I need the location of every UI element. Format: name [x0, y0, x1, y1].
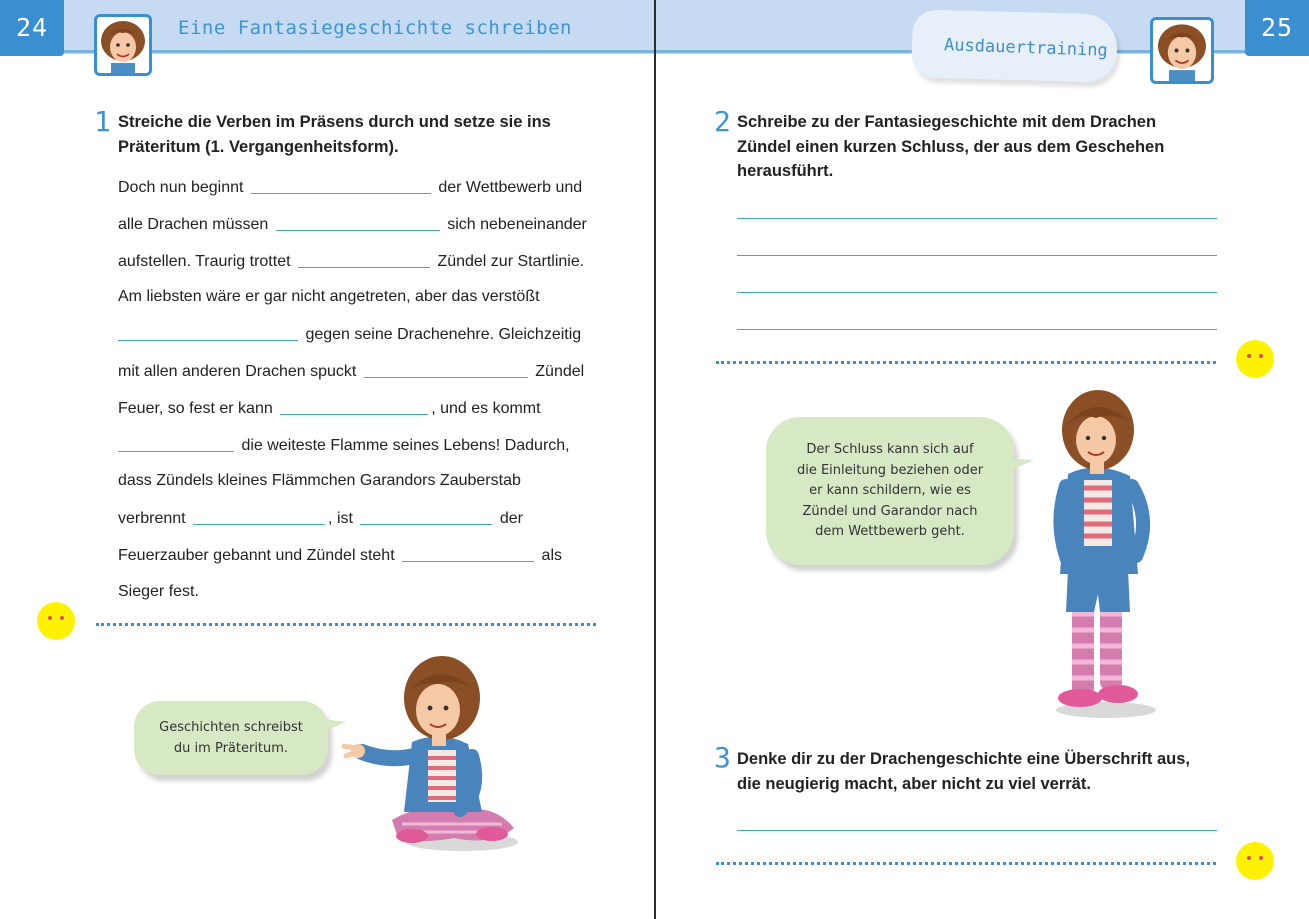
- task-number-3: 3: [714, 741, 731, 774]
- answer-blank[interactable]: [193, 502, 325, 525]
- smiley-icon: [1235, 841, 1275, 881]
- cloze-text: [118, 171, 598, 613]
- cloze-line: [118, 465, 598, 502]
- cloze-line: [118, 208, 598, 245]
- speech-text: [136, 718, 326, 759]
- cloze-text-segment: sich nebeneinander: [447, 215, 587, 233]
- task1-instruction: [118, 110, 598, 159]
- cloze-text-segment: , ist: [328, 510, 353, 528]
- cloze-text-segment: Am liebsten wäre er gar nicht angetreten, aber das verstößt: [118, 288, 540, 306]
- answer-blank[interactable]: [298, 245, 430, 268]
- cloze-text-segment: , und es kommt: [431, 399, 541, 417]
- page-number-left: 24: [0, 0, 64, 56]
- cloze-text-segment: die weiteste Flamme seines Lebens! Dadurch,: [241, 436, 570, 454]
- answer-blank[interactable]: [360, 502, 492, 525]
- cloze-text-segment: gegen seine Drachenehre. Gleichzeitig: [305, 326, 582, 344]
- cloze-line: [118, 392, 598, 429]
- task1-instruction-line: Präteritum (1. Vergangenheitsform).: [118, 137, 399, 156]
- cloze-text-segment: der Wettbewerb und: [438, 179, 583, 196]
- answer-blank[interactable]: [280, 392, 428, 415]
- task3-instruction-line: die neugierig macht, aber nicht zu viel verrät.: [737, 774, 1091, 793]
- cloze-text-segment: Feuer, so fest er kann: [118, 399, 273, 417]
- writing-line[interactable]: [737, 255, 1217, 256]
- task3-instruction: [737, 747, 1237, 796]
- writing-line[interactable]: [737, 830, 1217, 831]
- cloze-text-segment: als: [541, 546, 562, 564]
- speech-text-line: du im Präteritum.: [173, 740, 289, 756]
- task-number-1: 1: [94, 105, 111, 138]
- cloze-line: [118, 429, 598, 466]
- smiley-icon: [1235, 339, 1275, 379]
- speech-text-line: dem Wettbewerb geht.: [815, 524, 965, 539]
- cloze-text-segment: verbrennt: [118, 510, 186, 528]
- writing-line[interactable]: [737, 218, 1217, 219]
- cloze-text-segment: dass Zündels kleines Flämmchen Garandors Zauberstab: [118, 472, 521, 490]
- speech-text: [770, 440, 1010, 543]
- left-page: [0, 0, 654, 919]
- banner-title: Ausdauertraining: [943, 35, 1109, 61]
- speech-text-line: Geschichten schreibst: [159, 720, 303, 735]
- sitting-girl-illustration: [342, 652, 524, 854]
- answer-blank[interactable]: [251, 171, 431, 194]
- page-number-right: 25: [1245, 0, 1309, 56]
- answer-blank[interactable]: [402, 539, 534, 562]
- cloze-line: [118, 245, 598, 282]
- smiley-icon: [36, 601, 76, 641]
- task-number-2: 2: [714, 105, 731, 138]
- answer-blank[interactable]: [364, 355, 528, 378]
- standing-girl-illustration: [1038, 390, 1158, 720]
- page-title: Eine Fantasiegeschichte schreiben: [178, 17, 572, 39]
- task2-instruction-line: Schreibe zu der Fantasiegeschichte mit dem Drachen: [737, 113, 1157, 131]
- task2-instruction: [737, 110, 1237, 184]
- cloze-line: [118, 539, 598, 576]
- task3-instruction-line: Denke dir zu der Drachengeschichte eine Überschrift aus,: [737, 750, 1190, 768]
- speech-text-line: die Einleitung beziehen oder: [796, 462, 984, 478]
- cloze-line: [118, 171, 598, 208]
- cloze-text-segment: Zündel zur Startlinie.: [437, 252, 585, 270]
- cloze-text-segment: Doch nun beginnt: [118, 179, 244, 196]
- dotted-divider: [716, 862, 1216, 865]
- cloze-line: [118, 576, 598, 613]
- cloze-text-segment: der: [499, 510, 523, 528]
- speech-text-line: Zündel und Garandor nach: [802, 503, 978, 519]
- cloze-text-segment: Feuerzauber gebannt und Zündel steht: [118, 546, 395, 564]
- task2-instruction-line: herausführt.: [737, 162, 834, 180]
- answer-blank[interactable]: [276, 208, 440, 231]
- speech-text-line: er kann schildern, wie es: [809, 483, 971, 498]
- dotted-divider: [96, 623, 596, 626]
- speech-bubble-tail: [1006, 454, 1036, 474]
- right-page: [656, 0, 1309, 919]
- cloze-text-segment: aufstellen. Traurig trottet: [118, 252, 291, 270]
- task2-instruction-line: Zündel einen kurzen Schluss, der aus dem Geschehen: [737, 137, 1165, 156]
- answer-blank[interactable]: [118, 318, 298, 341]
- cloze-text-segment: alle Drachen müssen: [118, 215, 269, 233]
- answer-blank[interactable]: [118, 429, 234, 452]
- speech-text-line: Der Schluss kann sich auf: [806, 442, 974, 457]
- writing-line[interactable]: [737, 329, 1217, 330]
- girl-portrait-icon: [94, 14, 152, 76]
- dotted-divider: [716, 361, 1216, 364]
- cloze-line: [118, 281, 598, 318]
- cloze-text-segment: mit allen anderen Drachen spuckt: [118, 362, 357, 380]
- writing-line[interactable]: [737, 292, 1217, 293]
- girl-portrait-icon: [1150, 17, 1214, 84]
- task1-instruction-line: Streiche die Verben im Präsens durch und setze sie ins: [118, 113, 551, 131]
- cloze-line: [118, 502, 598, 539]
- cloze-text-segment: Sieger fest.: [118, 582, 199, 600]
- cloze-text-segment: Zündel: [535, 362, 585, 380]
- cloze-line: [118, 355, 598, 392]
- cloze-line: [118, 318, 598, 355]
